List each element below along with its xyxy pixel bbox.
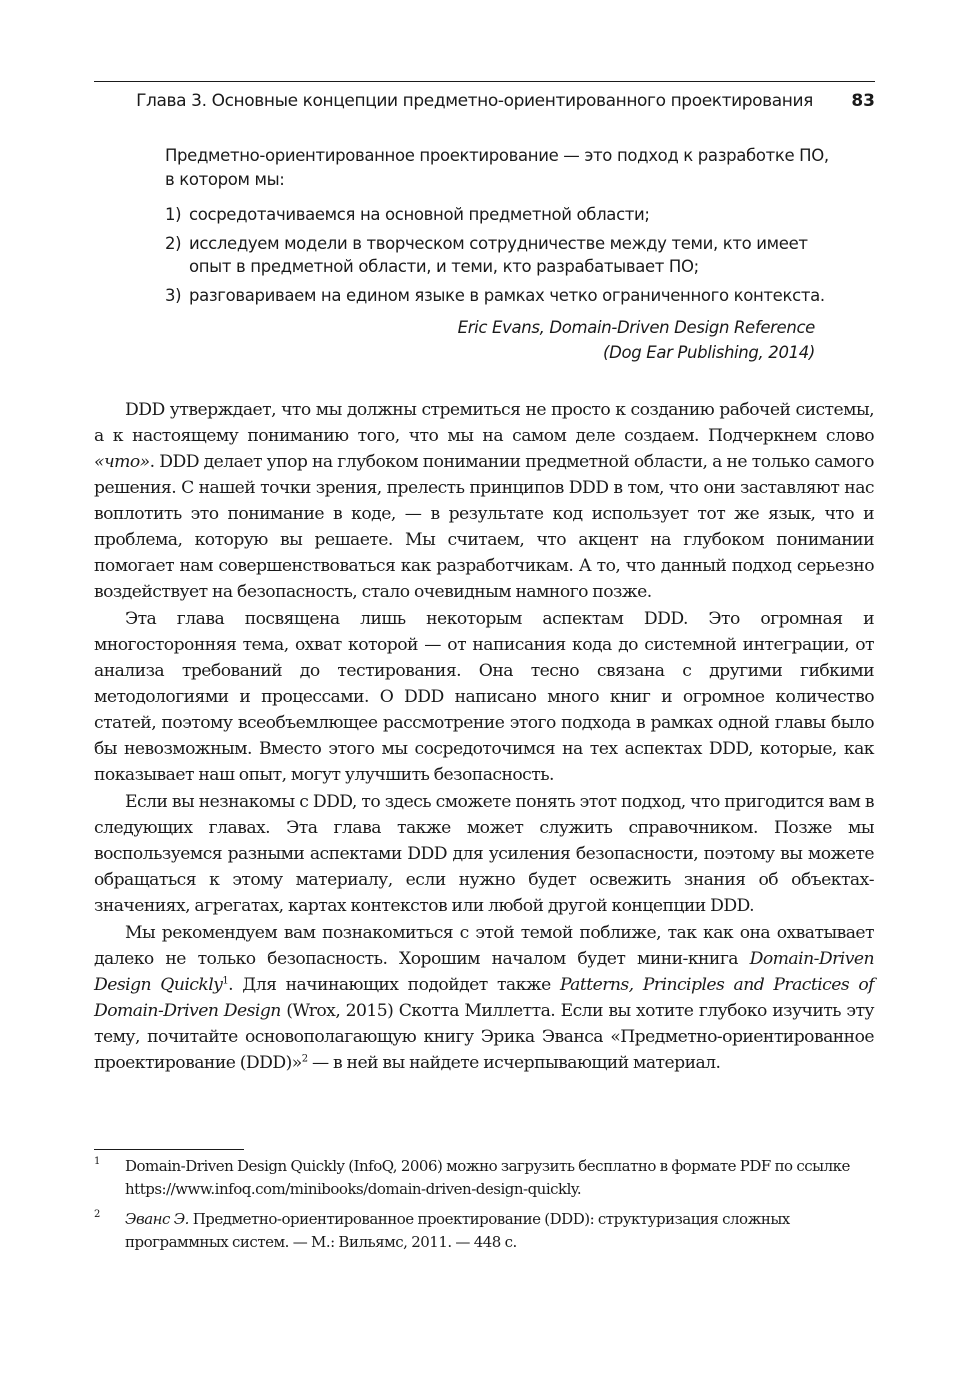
- paragraph: [94, 920, 874, 1076]
- footnote: [94, 1155, 874, 1200]
- paragraph-text: DDD утверждает, что мы должны стремиться не просто к созданию рабочей системы, а к настоящему пониманию того, что мы на самом деле создаем. Подчеркнем слово: [94, 400, 874, 446]
- epigraph-item-number: 3): [165, 285, 182, 305]
- paragraph-text: (Wrox, 2015) Скотта Миллетта. Если вы хотите глубоко изучить эту тему, почитайте основополагающую книгу Эрика Эванса «Предметно-ориентированное проектирование (DDD)»: [94, 1001, 874, 1073]
- paragraph: Если вы незнакомы с DDD, то здесь сможете понять этот подход, что пригодится вам в следующих главах. Эта глава также может служить справочником. Позже мы воспользуемся разными аспектами DDD для усиления безопасности, поэтому вы можете обращаться к этому материалу, если нужно будет освежить знания об объектах-значениях, агрегатах, картах контекстов или любой другой концепции DDD.: [94, 792, 874, 916]
- epigraph-item: [165, 203, 835, 227]
- running-header: [94, 87, 875, 115]
- footnote: [94, 1208, 874, 1253]
- epigraph-item-text: исследуем модели в творческом сотрудничестве между теми, кто имеет опыт в предметной области, и теми, кто разрабатывает ПО;: [189, 233, 808, 276]
- footnote-ref[interactable]: 2: [301, 1053, 308, 1065]
- footnote-ref[interactable]: 1: [222, 975, 229, 987]
- footnote-text: Предметно-ориентированное проектирование (DDD): структуризация сложных программных систем. — М.: Вильямс, 2011. — 448 с.: [125, 1210, 790, 1251]
- footnote-text: Domain-Driven Design Quickly (InfoQ, 2006) можно загрузить бесплатно в формате PDF по ссылке https://www.infoq.com/minibooks/domain-driven-design-quickly.: [125, 1157, 850, 1198]
- paragraph: [94, 397, 874, 605]
- paragraph-text: . DDD делает упор на глубоком понимании предметной области, а не только самого решения. С нашей точки зрения, прелесть принципов DDD в том, что они заставляют нас воплотить это понимание в коде, — в результате код использует тот же язык, что и проблема, которую вы решаете. Мы считаем, что акцент на глубоком понимании помогает нам совершенствоваться как разработчикам. А то, что данный подход серьезно воздействует на безопасность, стало очевидным намного позже.: [94, 452, 874, 602]
- footnotes: [94, 1155, 874, 1261]
- book-title-text: Patterns, Principles and Practices of Domain-Driven Design: [94, 975, 874, 1021]
- footnote-rule: [94, 1149, 244, 1150]
- epigraph-item-number: 1): [165, 205, 182, 224]
- footnote-number: 2: [94, 1209, 100, 1220]
- epigraph-item: [165, 284, 835, 308]
- epigraph-intro: Предметно-ориентированное проектирование — это подход к разработке ПО, в котором мы:: [165, 146, 829, 189]
- attribution-line: Eric Evans, Domain-Driven Design Reference: [457, 318, 815, 337]
- book-title-text: Domain-Driven Design Quickly: [94, 949, 874, 995]
- epigraph-item-text: разговариваем на едином языке в рамках четко ограниченного контекста.: [189, 285, 825, 305]
- paragraph-text: — в ней вы найдете исчерпывающий материал.: [307, 1053, 721, 1073]
- footnote-number: 1: [94, 1156, 100, 1167]
- body-text: [94, 397, 874, 1076]
- paragraph-text: . Для начинающих подойдет также: [228, 975, 560, 995]
- epigraph-item: [165, 232, 835, 279]
- epigraph-item-number: 2): [165, 233, 182, 253]
- emphasis-text: «что»: [94, 452, 150, 472]
- attribution-line: (Dog Ear Publishing, 2014): [603, 343, 815, 362]
- page-number: 83: [851, 91, 875, 111]
- paragraph-text: Мы рекомендуем вам познакомиться с этой темой поближе, так как она охватывает далеко не только безопасность. Хорошим началом будет мини-книга: [94, 923, 874, 969]
- epigraph-item-text: сосредотачиваемся на основной предметной области;: [189, 205, 650, 224]
- footnote-author: Эванс Э.: [125, 1210, 189, 1228]
- chapter-title: Глава 3. Основные концепции предметно-ориентированного проектирования: [136, 91, 813, 111]
- paragraph: Эта глава посвящена лишь некоторым аспектам DDD. Это огромная и многосторонняя тема, охват которой — от написания кода до системной интеграции, от анализа требований до тестирования. Она тесно связана с другими гибкими методологиями и процессами. О DDD написано много книг и огромное количество статей, поэтому всеобъемлющее рассмотрение этого подхода в рамках одной главы было бы невозможным. Вместо этого мы сосредоточимся на тех аспектах DDD, которые, как показывает наш опыт, могут улучшить безопасность.: [94, 609, 874, 785]
- epigraph-attribution: [165, 315, 835, 365]
- epigraph: [165, 144, 835, 365]
- header-rule: [94, 81, 875, 82]
